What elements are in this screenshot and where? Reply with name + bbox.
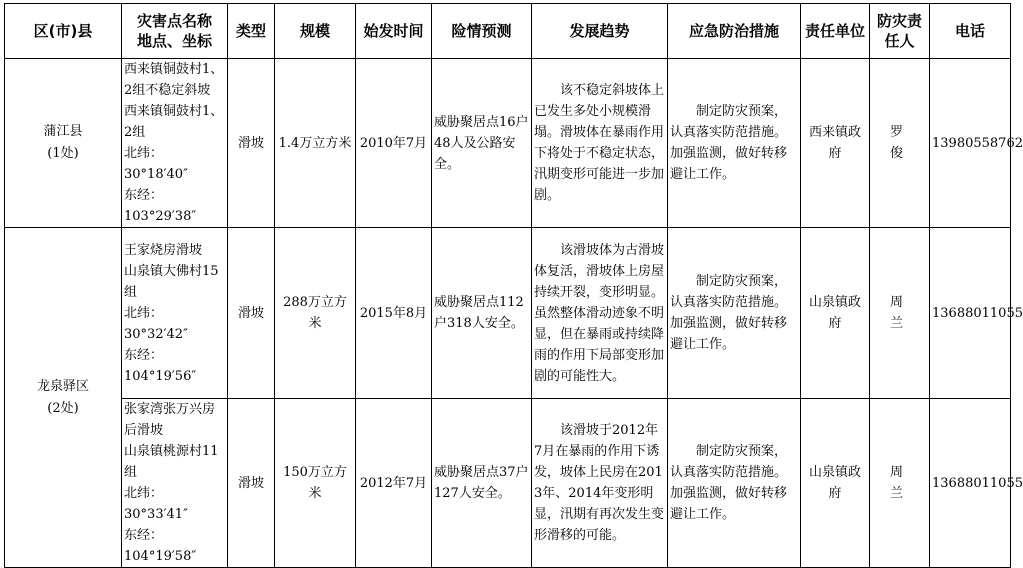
header-region: 区(市)县: [5, 4, 122, 59]
measures-cell: 制定防灾预案，认真落实防范措施。加强监测，做好转移避让工作。: [668, 228, 801, 399]
header-type: 类型: [228, 4, 275, 59]
location-cell: 张家湾张万兴房 后滑坡 山泉镇桃源村11 组 北纬：30°33′41″ 东经：104°19′58″: [122, 399, 228, 568]
table-row: [5, 59, 1011, 228]
type-cell: 滑坡: [228, 59, 275, 228]
person-cell: 罗俊: [870, 59, 930, 228]
type-cell: 滑坡: [228, 399, 275, 568]
trend-cell: 该滑坡于2012年7月在暴雨的作用下诱发，坡体上民房在2013年、2014年变形明显，汛期有再次发生变形滑移的可能。: [532, 399, 668, 568]
start-cell: 2010年7月: [356, 59, 432, 228]
header-trend: 发展趋势: [532, 4, 668, 59]
scale-cell: 288万立方米: [275, 228, 356, 399]
person-cell: 周兰: [870, 228, 930, 399]
unit-cell: 西来镇政府: [801, 59, 870, 228]
location-cell: 王家烧房滑坡 山泉镇大佛村15 组 北纬：30°32′42″ 东经：104°19′56″: [122, 228, 228, 399]
danger-cell: 威胁聚居点16户48人及公路安全。: [432, 59, 532, 228]
trend-cell: 该滑坡体为古滑坡体复活，滑坡体上房屋持续开裂，变形明显。虽然整体滑动迹象不明显，但在暴雨或持续降雨的作用下局部变形加剧的可能性大。: [532, 228, 668, 399]
hazard-table: [4, 3, 1023, 568]
danger-cell: 威胁聚居点37户127人安全。: [432, 399, 532, 568]
start-cell: 2012年7月: [356, 399, 432, 568]
scale-cell: 150万立方米: [275, 399, 356, 568]
table-row: [5, 228, 1011, 399]
region-cell: 龙泉驿区 (2处): [5, 228, 122, 568]
table-row: [5, 399, 1011, 568]
header-phone: 电话: [930, 4, 1011, 59]
header-danger: 险情预测: [432, 4, 532, 59]
header-scale: 规模: [275, 4, 356, 59]
location-cell: 西来镇铜鼓村1、 2组不稳定斜坡 西来镇铜鼓村1、 2组 北纬：30°18′40″ 东经：103°29′38″: [122, 59, 228, 228]
scale-cell: 1.4万立方米: [275, 59, 356, 228]
phone-cell: 13688011055: [930, 399, 1011, 568]
measures-cell: 制定防灾预案，认真落实防范措施。加强监测，做好转移避让工作。: [668, 59, 801, 228]
danger-cell: 威胁聚居点112户318人安全。: [432, 228, 532, 399]
unit-cell: 山泉镇政府: [801, 228, 870, 399]
start-cell: 2015年8月: [356, 228, 432, 399]
type-cell: 滑坡: [228, 228, 275, 399]
phone-cell: 13688011055: [930, 228, 1011, 399]
unit-cell: 山泉镇政府: [801, 399, 870, 568]
header-row: [5, 4, 1011, 59]
trend-cell: 该不稳定斜坡体上已发生多处小规模滑塌。滑坡体在暴雨作用下将处于不稳定状态，汛期变形可能进一步加剧。: [532, 59, 668, 228]
region-cell: 蒲江县 (1处): [5, 59, 122, 228]
header-person: 防灾责 任人: [870, 4, 930, 59]
header-location: 灾害点名称 地点、坐标: [122, 4, 228, 59]
header-measures: 应急防治措施: [668, 4, 801, 59]
header-start: 始发时间: [356, 4, 432, 59]
measures-cell: 制定防灾预案，认真落实防范措施。加强监测，做好转移避让工作。: [668, 399, 801, 568]
person-cell: 周兰: [870, 399, 930, 568]
header-unit: 责任单位: [801, 4, 870, 59]
phone-cell: 13980558762: [930, 59, 1011, 228]
